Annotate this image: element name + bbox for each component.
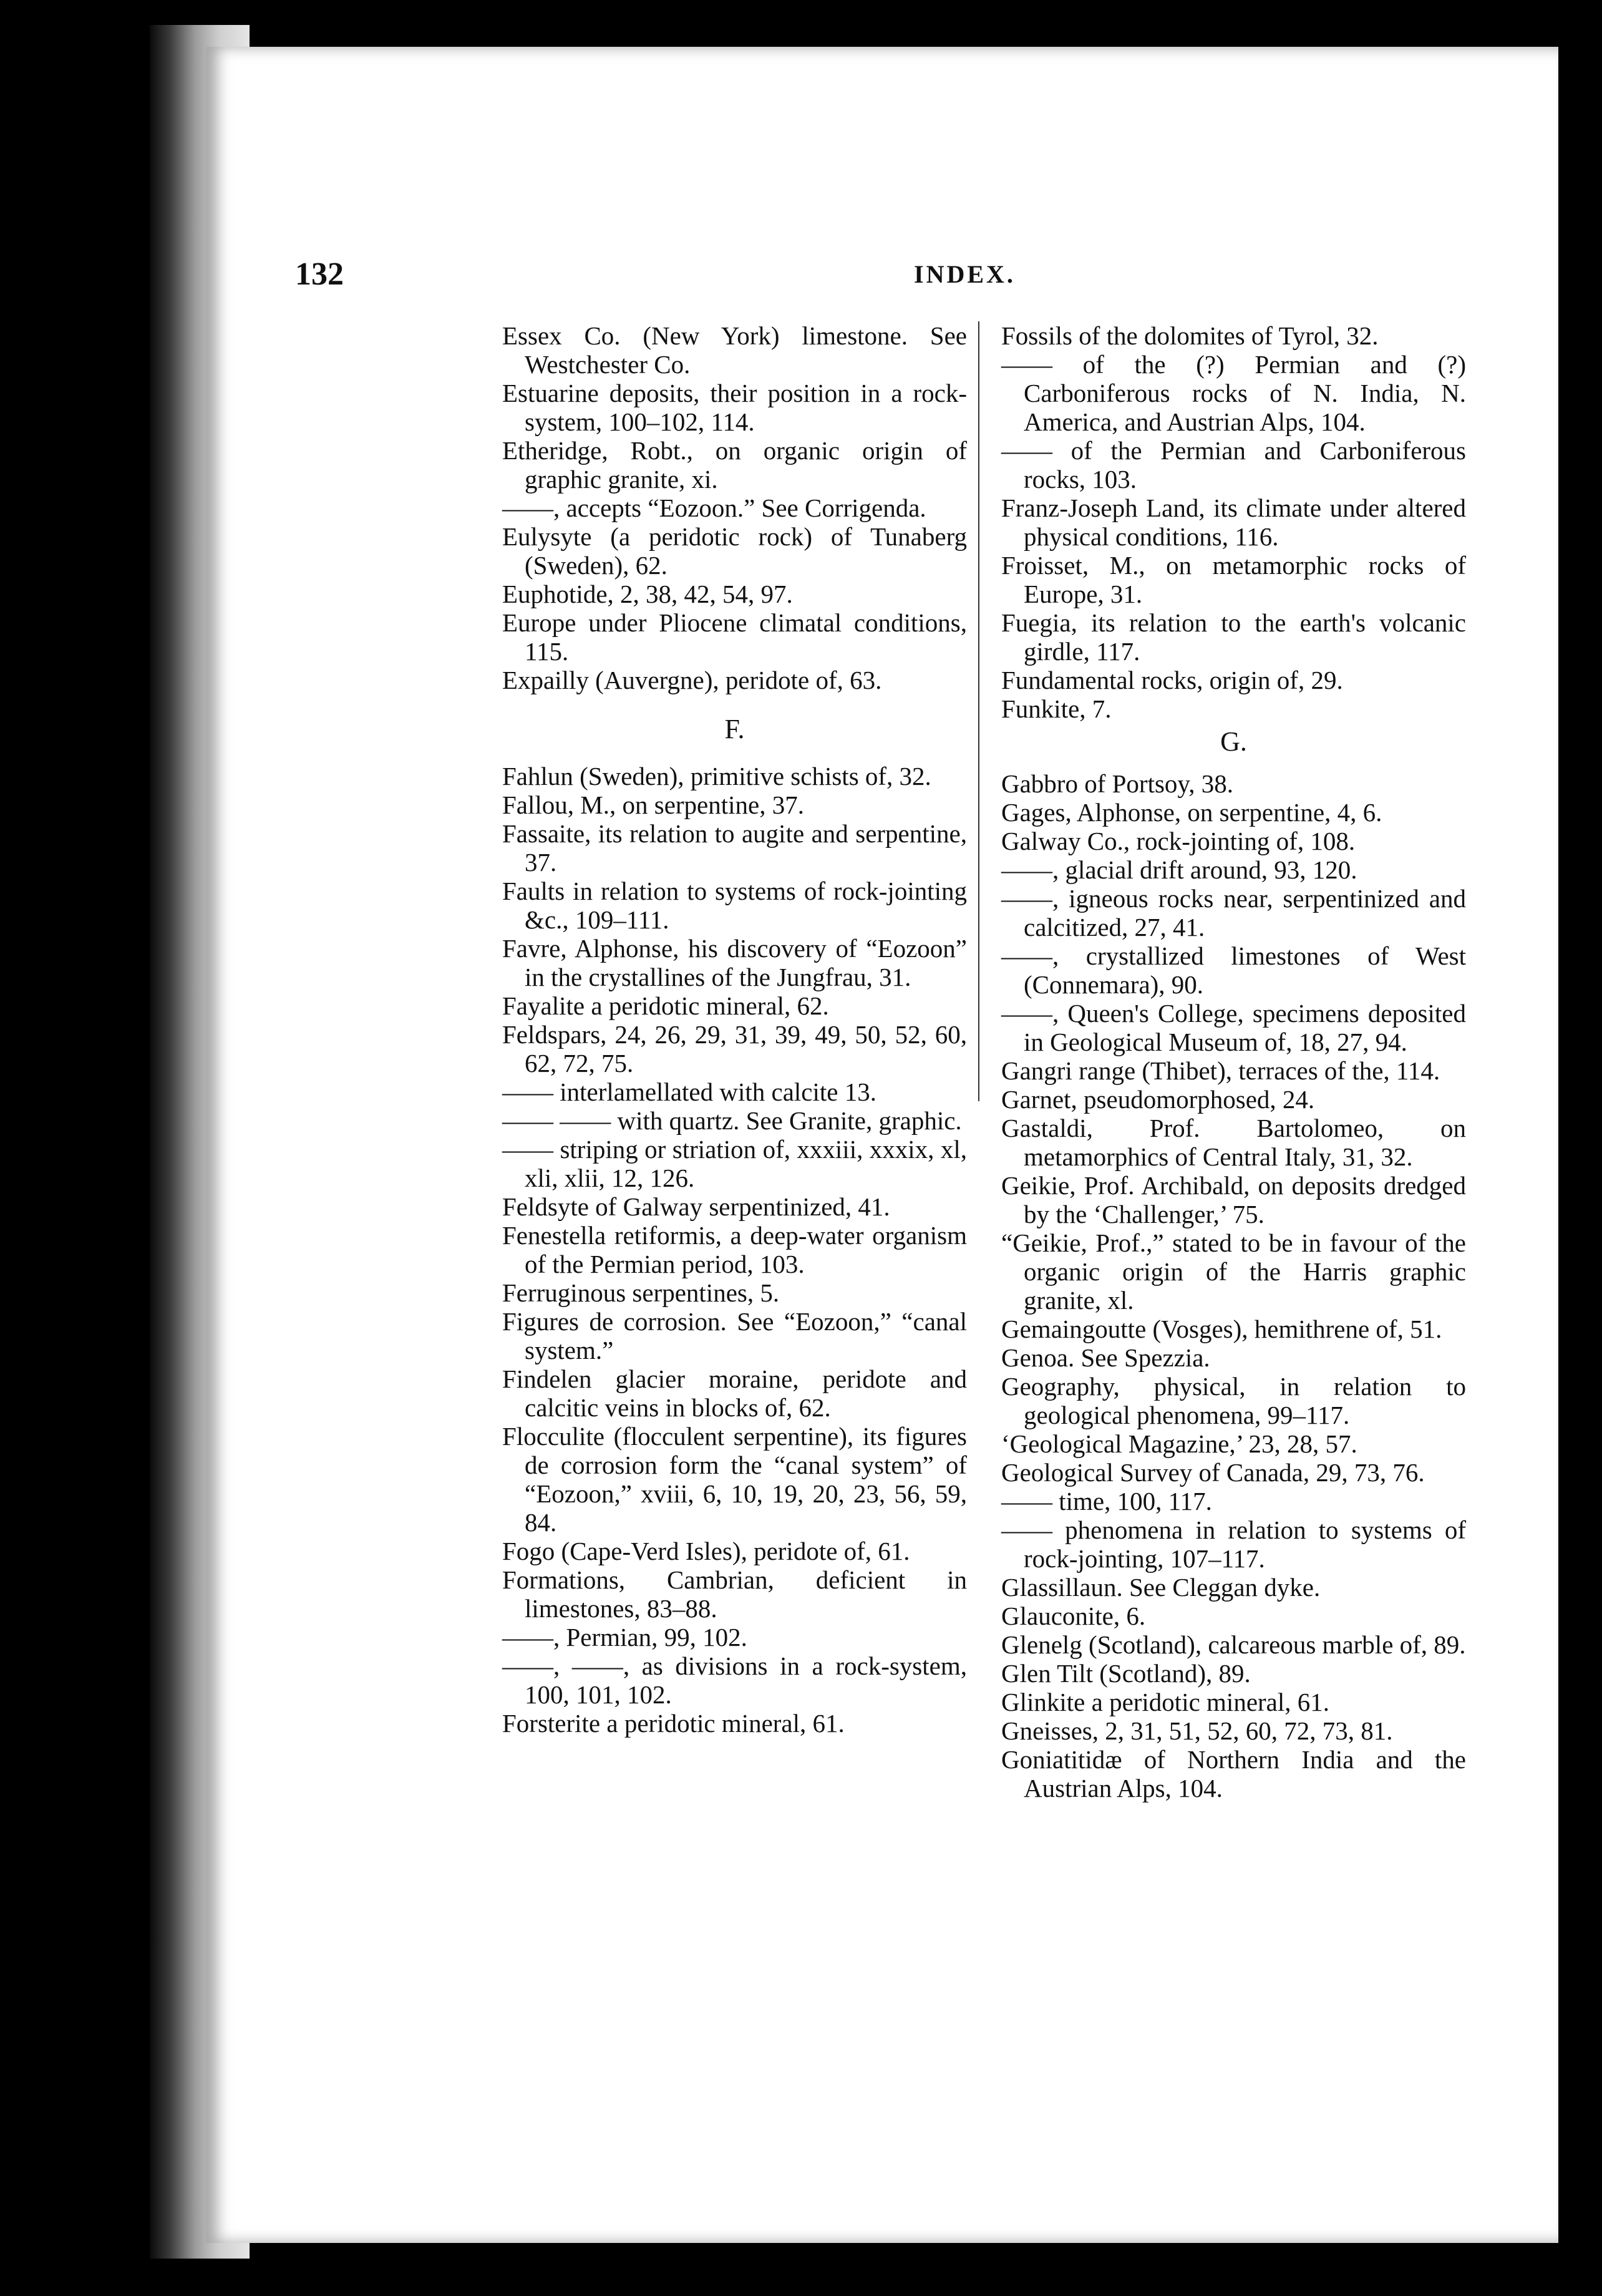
index-entry: Fossils of the dolomites of Tyrol, 32.	[1001, 321, 1379, 350]
index-entry: ‘Geological Magazine,’ 23, 28, 57.	[1001, 1429, 1357, 1458]
index-entry: Feldspars, 24, 26, 29, 31, 39, 49, 50, 52, 60, 62, 72, 75.	[502, 1020, 967, 1077]
index-entry: Etheridge, Robt., on organic origin of graphic granite, xi.	[502, 436, 967, 494]
page-title: INDEX.	[914, 260, 1016, 288]
index-entry: ——, accepts “Eozoon.” See Corrigenda.	[502, 494, 926, 522]
index-entry: Fundamental rocks, origin of, 29.	[1001, 666, 1343, 694]
index-entry: Garnet, pseudomorphosed, 24.	[1001, 1085, 1315, 1114]
index-entry: Flocculite (flocculent serpentine), its figures de corrosion form the “canal system” of “Eozoon,” xviii, 6, 10, 19, 20, 23, 56, 59, 84.	[502, 1422, 967, 1537]
index-entry: Gages, Alphonse, on serpentine, 4, 6.	[1001, 798, 1382, 827]
index-entry: Figures de corrosion. See “Eozoon,” “canal system.”	[502, 1307, 967, 1364]
index-entry: Glassillaun. See Cleggan dyke.	[1001, 1573, 1321, 1602]
index-entry: ——, glacial drift around, 93, 120.	[1001, 855, 1357, 884]
page-number: 132	[295, 256, 344, 292]
index-entry: Froisset, M., on metamorphic rocks of Europe, 31.	[1001, 551, 1466, 608]
index-entry: Findelen glacier moraine, peridote and calcitic veins in blocks of, 62.	[502, 1364, 967, 1422]
index-entry: Glenelg (Scotland), calcareous marble of, 89.	[1001, 1630, 1466, 1659]
index-entry: Gemaingoutte (Vosges), hemithrene of, 51.	[1001, 1315, 1442, 1343]
index-entry: —— interlamellated with calcite 13.	[502, 1077, 876, 1106]
index-entry: Fuegia, its relation to the earth's volcanic girdle, 117.	[1001, 608, 1466, 666]
index-entry: ——, Queen's College, specimens deposited in Geological Museum of, 18, 27, 94.	[1001, 999, 1466, 1056]
index-entry: Geikie, Prof. Archibald, on deposits dredged by the ‘Challenger,’ 75.	[1001, 1171, 1466, 1228]
index-entry: Gabbro of Portsoy, 38.	[1001, 769, 1234, 798]
index-entry: Essex Co. (New York) limestone. See Westchester Co.	[502, 321, 967, 379]
index-entry: Estuarine deposits, their position in a rock-system, 100–102, 114.	[502, 379, 967, 436]
index-entry: ——, ——, as divisions in a rock-system, 100, 101, 102.	[502, 1651, 967, 1709]
section-letter: F.	[724, 714, 745, 744]
index-entry: Europe under Pliocene climatal conditions, 115.	[502, 608, 967, 666]
index-entry: —— —— with quartz. See Granite, graphic.	[502, 1106, 962, 1135]
index-entry: Funkite, 7.	[1001, 694, 1112, 723]
index-entry: Franz-Joseph Land, its climate under altered physical conditions, 116.	[1001, 494, 1466, 551]
index-entry: Gastaldi, Prof. Bartolomeo, on metamorphics of Central Italy, 31, 32.	[1001, 1114, 1466, 1171]
index-entry: Gneisses, 2, 31, 51, 52, 60, 72, 73, 81.	[1001, 1716, 1393, 1745]
index-entry: Euphotide, 2, 38, 42, 54, 97.	[502, 580, 793, 608]
index-entry: Goniatitidæ of Northern India and the Austrian Alps, 104.	[1001, 1745, 1466, 1802]
index-entry: Geography, physical, in relation to geological phenomena, 99–117.	[1001, 1372, 1466, 1429]
column-divider	[978, 321, 979, 1101]
index-entry: Geological Survey of Canada, 29, 73, 76.	[1001, 1458, 1425, 1487]
index-entry: Galway Co., rock-jointing of, 108.	[1001, 827, 1356, 855]
index-entry: Ferruginous serpentines, 5.	[502, 1278, 780, 1307]
index-entry: ——, crystallized limestones of West (Connemara), 90.	[1001, 941, 1466, 999]
index-entry: —— phenomena in relation to systems of rock-jointing, 107–117.	[1001, 1515, 1466, 1573]
index-entry: Favre, Alphonse, his discovery of “Eozoon” in the crystallines of the Jungfrau, 31.	[502, 934, 967, 991]
index-entry: Forsterite a peridotic mineral, 61.	[502, 1709, 845, 1738]
index-entry: Genoa. See Spezzia.	[1001, 1343, 1210, 1372]
index-entry: Glinkite a peridotic mineral, 61.	[1001, 1688, 1330, 1716]
index-entry: Fogo (Cape-Verd Isles), peridote of, 61.	[502, 1537, 910, 1565]
index-entry: Formations, Cambrian, deficient in limestones, 83–88.	[502, 1565, 967, 1623]
index-entry: Fenestella retiformis, a deep-water organism of the Permian period, 103.	[502, 1221, 967, 1278]
index-entry: —— striping or striation of, xxxiii, xxxix, xl, xli, xlii, 12, 126.	[502, 1135, 967, 1192]
index-entry: Gangri range (Thibet), terraces of the, 114.	[1001, 1056, 1440, 1085]
scan-right-border	[1560, 0, 1602, 2296]
index-entry: Faults in relation to systems of rock-jointing &c., 109–111.	[502, 877, 967, 934]
index-column-left	[502, 321, 967, 1738]
index-entry: Expailly (Auvergne), peridote of, 63.	[502, 666, 882, 694]
index-entry: ——, igneous rocks near, serpentinized and calcitized, 27, 41.	[1001, 884, 1466, 941]
index-entry: Feldsyte of Galway serpentinized, 41.	[502, 1192, 890, 1221]
running-head	[0, 256, 1602, 293]
index-entry: —— of the Permian and Carboniferous rocks, 103.	[1001, 436, 1466, 494]
section-letter: G.	[1220, 726, 1247, 757]
index-entry: ——, Permian, 99, 102.	[502, 1623, 747, 1651]
index-entry: “Geikie, Prof.,” stated to be in favour of the organic origin of the Harris graphic granite, xl.	[1001, 1228, 1466, 1315]
index-entry: Fahlun (Sweden), primitive schists of, 32.	[502, 762, 931, 790]
index-entry: Glen Tilt (Scotland), 89.	[1001, 1659, 1251, 1688]
index-entry: Glauconite, 6.	[1001, 1602, 1146, 1630]
index-entry: Fassaite, its relation to augite and serpentine, 37.	[502, 819, 967, 877]
index-entry: Fayalite a peridotic mineral, 62.	[502, 991, 829, 1020]
index-entry: Eulysyte (a peridotic rock) of Tunaberg (Sweden), 62.	[502, 522, 967, 580]
index-entry: Fallou, M., on serpentine, 37.	[502, 790, 804, 819]
index-column-right	[1001, 321, 1466, 1802]
index-entry: —— time, 100, 117.	[1001, 1487, 1212, 1515]
index-entry: —— of the (?) Permian and (?) Carboniferous rocks of N. India, N. America, and Austrian Alps, 104.	[1001, 350, 1466, 436]
